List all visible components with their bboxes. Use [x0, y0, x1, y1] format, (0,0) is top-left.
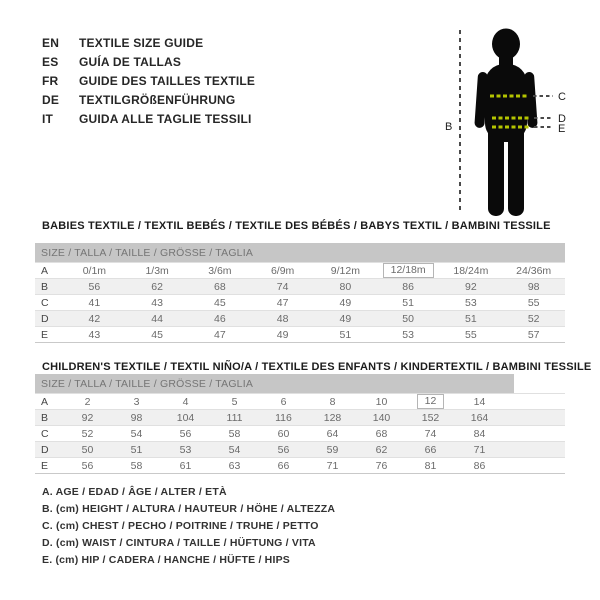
table-cell: 2	[84, 395, 91, 408]
empty-cell	[504, 458, 565, 474]
table-cell: 45	[214, 296, 226, 309]
table-cell: 0/1m	[82, 264, 107, 277]
row-label: C	[41, 296, 49, 309]
table-cell: 14	[473, 395, 486, 408]
table-cell: 9/12m	[330, 264, 360, 277]
language-row	[42, 52, 255, 71]
table-row	[35, 458, 565, 474]
table-cell: 52	[81, 427, 94, 440]
table-cell: 116	[275, 411, 292, 424]
table-cell: 84	[473, 427, 486, 440]
table-cell: 71	[473, 443, 486, 456]
table-cell: 86	[473, 459, 486, 472]
table-cell: 6/9m	[270, 264, 295, 277]
table-cell: 59	[326, 443, 339, 456]
hip-label: E	[558, 123, 566, 135]
table-cell: 86	[402, 280, 414, 293]
table-cell: 56	[179, 427, 192, 440]
child-measurement-diagram	[428, 13, 578, 225]
table-cell: 68	[214, 280, 226, 293]
table-cell: 54	[130, 427, 143, 440]
table-cell: 48	[276, 312, 289, 325]
guide-title-en: TEXTILE SIZE GUIDE	[79, 35, 204, 50]
empty-cell	[504, 394, 565, 410]
table-cell: 66	[424, 443, 437, 456]
table-cell: 51	[339, 328, 352, 341]
table-cell: 49	[339, 312, 352, 325]
table-cell: 53	[179, 443, 192, 456]
row-label: E	[41, 328, 49, 341]
table-row	[35, 263, 565, 279]
language-code: ES	[42, 54, 59, 69]
row-label: D	[41, 312, 49, 325]
table-cell: 71	[326, 459, 339, 472]
table-cell: 45	[151, 328, 163, 341]
table-cell: 18/24m	[453, 264, 489, 277]
table-cell: 63	[228, 459, 241, 472]
language-code: IT	[42, 111, 54, 126]
babies-table-title: BABIES TEXTILE / TEXTIL BEBÉS / TEXTILE DES BÉBÉS / BABYS TEXTIL / BAMBINI TESSILE	[42, 220, 551, 232]
row-label: B	[41, 280, 49, 293]
table-cell: 51	[130, 443, 143, 456]
table-header-row	[35, 374, 565, 394]
table-cell: 56	[81, 459, 94, 472]
table-row	[35, 426, 565, 442]
table-cell: 10	[375, 395, 388, 408]
table-cell: 81	[424, 459, 437, 472]
table-row	[35, 442, 565, 458]
table-cell: 104	[176, 411, 195, 424]
table-cell: 4	[182, 395, 189, 408]
table-cell: 5	[231, 395, 238, 408]
table-cell: 49	[276, 328, 289, 341]
table-cell: 53	[402, 328, 414, 341]
table-cell: 46	[214, 312, 226, 325]
table-row	[35, 327, 565, 343]
table-cell: 140	[372, 411, 391, 424]
table-cell: 98	[130, 411, 143, 424]
row-label: D	[41, 443, 49, 456]
table-cell: 55	[465, 328, 477, 341]
child-silhouette-image	[428, 13, 578, 225]
table-cell: 55	[527, 296, 540, 309]
table-cell: 92	[81, 411, 94, 424]
table-cell: 58	[130, 459, 143, 472]
row-label: A	[41, 395, 49, 408]
table-cell: 42	[88, 312, 101, 325]
chest-label: C	[558, 91, 566, 103]
legend-hip: E. (cm) HIP / CADERA / HANCHE / HÜFTE / HIPS	[42, 554, 290, 566]
table-cell: 53	[465, 296, 477, 309]
table-cell	[377, 263, 440, 279]
guide-title-it: GUIDA ALLE TAGLIE TESSILI	[79, 111, 252, 126]
table-cell: 92	[465, 280, 477, 293]
size-header-cell: SIZE / TALLA / TAILLE / GRÖSSE / TAGLIA	[35, 374, 565, 394]
guide-title-es: GUÍA DE TALLAS	[79, 54, 182, 69]
table-cell: 54	[228, 443, 241, 456]
legend-age: A. AGE / EDAD / ÂGE / ALTER / ETÀ	[42, 486, 227, 498]
row-label: B	[41, 411, 49, 424]
table-cell: 49	[339, 296, 352, 309]
table-row	[35, 410, 565, 426]
language-row	[42, 109, 255, 128]
child-silhouette	[474, 29, 538, 217]
table-cell: 61	[179, 459, 192, 472]
language-code: EN	[42, 35, 60, 50]
language-title-list	[42, 33, 255, 128]
table-cell: 1/3m	[145, 264, 169, 277]
table-cell: 43	[88, 328, 101, 341]
table-cell: 51	[465, 312, 477, 325]
table-row	[35, 394, 565, 410]
legend-waist: D. (cm) WAIST / CINTURA / TAILLE / HÜFTUNG / VITA	[42, 537, 316, 549]
table-row	[35, 311, 565, 327]
table-cell: 47	[276, 296, 289, 309]
table-cell: 62	[151, 280, 163, 293]
children-table-title: CHILDREN'S TEXTILE / TEXTIL NIÑO/A / TEXTILE DES ENFANTS / KINDERTEXTIL / BAMBINI TESSILE	[42, 361, 592, 373]
table-cell: 50	[402, 312, 414, 325]
table-cell: 60	[277, 427, 290, 440]
table-cell: 3	[133, 395, 140, 408]
table-cell: 74	[276, 280, 289, 293]
row-label: E	[41, 459, 49, 472]
table-cell: 58	[228, 427, 241, 440]
table-cell: 8	[329, 395, 336, 408]
table-cell	[406, 394, 455, 410]
table-cell: 62	[375, 443, 388, 456]
table-cell: 164	[470, 411, 489, 424]
legend-height: B. (cm) HEIGHT / ALTURA / HAUTEUR / HÖHE / ALTEZZA	[42, 503, 336, 515]
table-cell: 6	[280, 395, 287, 408]
table-cell: 41	[88, 296, 101, 309]
table-row	[35, 295, 565, 311]
row-label: C	[41, 427, 49, 440]
language-row	[42, 33, 255, 52]
table-cell: 152	[421, 411, 440, 424]
language-row	[42, 90, 255, 109]
table-cell: 68	[375, 427, 388, 440]
empty-cell	[504, 426, 565, 442]
legend-chest: C. (cm) CHEST / PECHO / POITRINE / TRUHE / PETTO	[42, 520, 319, 532]
table-cell: 47	[214, 328, 226, 341]
table-cell: 128	[323, 411, 342, 424]
measurement-legend	[42, 486, 335, 571]
language-code: DE	[42, 92, 60, 107]
table-cell: 111	[226, 411, 243, 424]
guide-title-de: TEXTILGRÖßENFÜHRUNG	[79, 92, 236, 107]
babies-size-table	[35, 243, 565, 343]
language-row	[42, 71, 255, 90]
size-header-cell: SIZE / TALLA / TAILLE / GRÖSSE / TAGLIA	[35, 243, 565, 263]
height-label: B	[445, 121, 453, 133]
row-label: A	[41, 264, 49, 277]
children-size-table	[35, 374, 565, 474]
table-header-row	[35, 243, 565, 263]
table-cell: 98	[527, 280, 540, 293]
language-code: FR	[42, 73, 59, 88]
empty-cell	[504, 442, 565, 458]
guide-title-fr: GUIDE DES TAILLES TEXTILE	[79, 73, 256, 88]
table-cell: 64	[326, 427, 339, 440]
table-cell: 74	[424, 427, 437, 440]
table-cell: 80	[339, 280, 352, 293]
table-cell: 44	[151, 312, 163, 325]
table-cell: 43	[151, 296, 163, 309]
table-cell: 51	[402, 296, 414, 309]
highlighted-size-cell: 12/18m	[383, 263, 434, 278]
table-cell: 52	[527, 312, 540, 325]
table-cell: 24/36m	[516, 264, 552, 277]
table-cell: 66	[277, 459, 290, 472]
table-cell: 56	[88, 280, 101, 293]
table-cell: 57	[527, 328, 540, 341]
table-cell: 3/6m	[208, 264, 232, 277]
table-cell: 50	[81, 443, 94, 456]
waist-label: D	[558, 113, 566, 125]
empty-cell	[504, 410, 565, 426]
table-cell: 56	[277, 443, 290, 456]
table-cell: 76	[375, 459, 388, 472]
table-row	[35, 279, 565, 295]
highlighted-size-cell: 12	[417, 394, 445, 409]
